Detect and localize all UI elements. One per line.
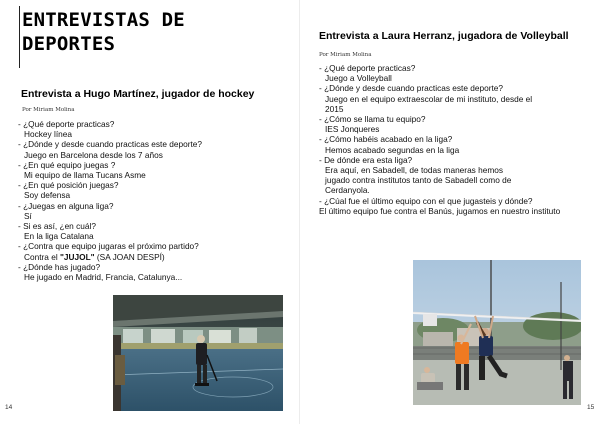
answer-text: (SA JOAN DESPÍ) [94, 251, 165, 262]
answer: Soy defensa [24, 190, 71, 201]
title-rule [19, 6, 20, 68]
team-name: "JUJOL" [59, 251, 95, 262]
answer: En la liga Catalana [24, 231, 94, 242]
hockey-interview [18, 119, 288, 282]
volleyball-interview [319, 63, 581, 216]
question: - ¿En qué posición juegas? [18, 180, 119, 191]
answer [18, 252, 288, 262]
question: - ¿Qué deporte practicas? [319, 63, 416, 73]
answer: Mi equipo de llama Tucans Asme [24, 170, 146, 181]
question: - ¿Dónde y desde cuando practicas este deporte? [18, 139, 203, 150]
hockey-article-title: Entrevista a Hugo Martínez, jugador de hockey [21, 88, 255, 100]
answer: Juego en Barcelona desde los 7 años [24, 149, 163, 160]
question: - ¿Dónde y desde cuando practicas este deporte? [319, 83, 504, 94]
volleyball-photo [413, 260, 581, 405]
question: - ¿Cómo se llama tu equipo? [319, 114, 426, 125]
question: - ¿Juegas en alguna liga? [18, 200, 114, 211]
question: - ¿Cómo habéis acabado en la liga? [319, 134, 453, 145]
answer: IES Jonqueres [325, 124, 380, 135]
question: - ¿Contra que equipo jugaras el próximo partido? [18, 241, 199, 252]
question: - ¿En qué equipo juegas ? [18, 159, 116, 170]
right-page [300, 0, 600, 424]
answer-text: Contra el [24, 251, 60, 262]
answer: Juego en el equipo extraescolar de mi instituto, desde el 2015 [325, 93, 533, 114]
question: - Si es así, ¿en cuál? [18, 221, 96, 232]
answer: Juego a Volleyball [325, 73, 392, 84]
page-number-left: 14 [5, 404, 13, 411]
hockey-rink-image [113, 295, 283, 411]
answer: Hockey línea [24, 129, 72, 140]
hockey-byline: Por Miriam Molina [22, 107, 75, 113]
volleyball-match-image [413, 260, 581, 405]
question: - De dónde era esta liga? [319, 154, 413, 165]
question: - ¿Dónde has jugado? [18, 261, 101, 272]
volleyball-byline: Por Miriam Molina [319, 52, 372, 58]
question: - ¿Qué deporte practicas? [18, 119, 115, 129]
volleyball-article-title: Entrevista a Laura Herranz, jugadora de Volleyball [319, 30, 569, 42]
hockey-photo [113, 295, 283, 411]
answer: Sí [24, 210, 32, 221]
section-title: ENTREVISTAS DE DEPORTES [22, 9, 185, 55]
question: - ¿Cúal fue el último equipo con el que jugasteis y dónde? [319, 195, 533, 206]
page-number-right: 15 [587, 404, 595, 411]
answer: Hemos acabado segundas en la liga [325, 144, 460, 155]
answer: Era aquí, en Sabadell, de todas maneras hemos jugado contra institutos tanto de Sabadell como de Cerdanyola. [325, 165, 512, 196]
answer: He jugado en Madrid, Francia, Catalunya... [24, 272, 183, 283]
answer: El último equipo fue contra el Banús, jugamos en nuestro instituto [319, 205, 561, 216]
